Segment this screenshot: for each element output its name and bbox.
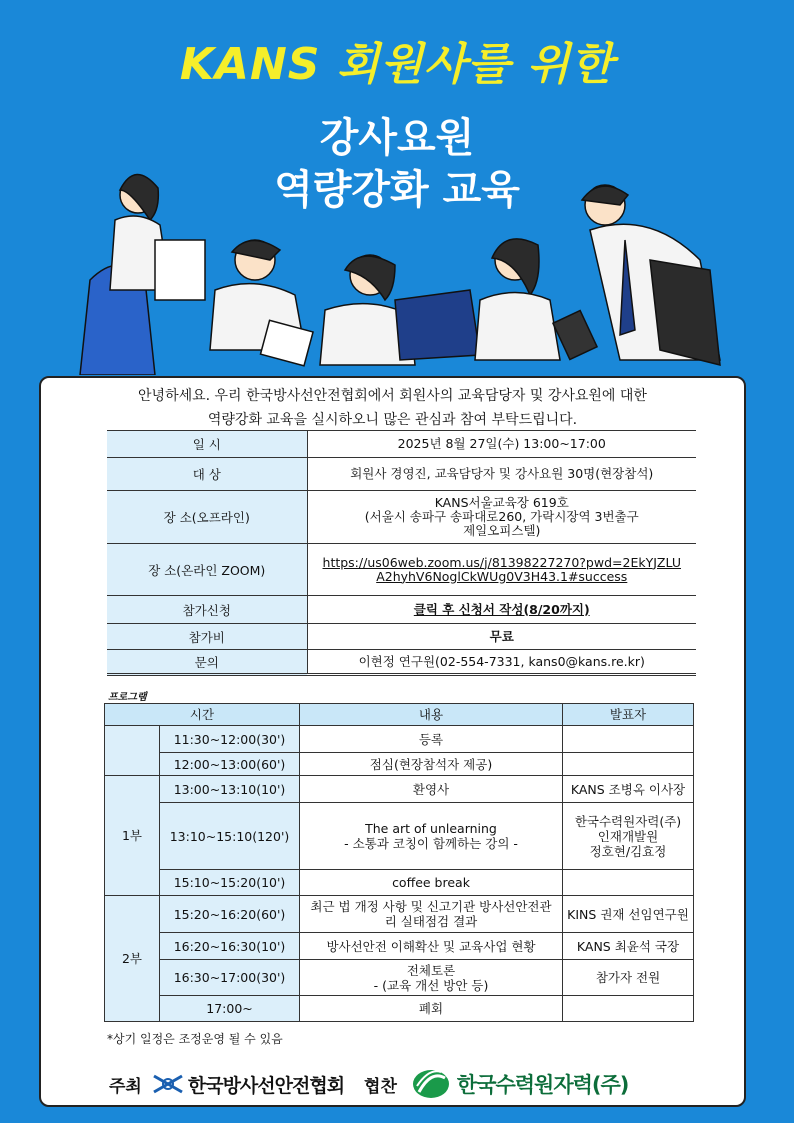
intro-line-2: 역량강화 교육을 실시하오니 많은 관심과 참여 부탁드립니다. [207, 412, 578, 428]
contact-value: 이현정 연구원(02-554-7331, kans0@kans.re.kr) [307, 650, 696, 675]
row-time: 17:00~ [160, 996, 300, 1022]
row-content: coffee break [300, 870, 563, 896]
schedule-note: *상기 일정은 조정운영 될 수 있음 [107, 1032, 283, 1046]
table-row [105, 896, 694, 933]
office-workers-illustration [60, 150, 740, 375]
row-content: 폐회 [300, 996, 563, 1022]
date-label: 일 시 [107, 431, 307, 458]
table-row [105, 996, 694, 1022]
cohost-org: 한국수력원자력(주) [456, 1073, 629, 1097]
apply-link[interactable]: 클릭 후 신청서 작성(8/20까지) [413, 601, 590, 617]
content-line: - (교육 개선 방안 등) [373, 977, 489, 993]
offline-line-1: KANS서울교육장 619호 [434, 495, 569, 510]
row-content: 등록 [300, 726, 563, 753]
table-row [105, 803, 694, 870]
row-content [300, 960, 563, 996]
zoom-link-line-2[interactable]: A2hyhV6NoglCkWUg0V3H43.1#success [376, 568, 628, 584]
content-line: 리 실태점검 결과 [384, 914, 478, 929]
row-presenter [563, 726, 694, 753]
row-time: 11:30~12:00(30') [160, 726, 300, 753]
fee-value: 무료 [307, 624, 696, 650]
cohost-label: 협찬 [364, 1076, 397, 1097]
row-content: 환영사 [300, 776, 563, 803]
part-1-label: 1부 [105, 776, 160, 896]
table-row [105, 753, 694, 776]
fee-label: 참가비 [107, 624, 307, 650]
info-table [107, 430, 696, 676]
footer-sponsors [109, 1066, 729, 1102]
presenter-line: 한국수력원자력(주) [574, 813, 682, 829]
row-presenter: 참가자 전원 [563, 960, 694, 996]
table-row [105, 960, 694, 996]
program-table [104, 703, 694, 1022]
offline-location-label: 장 소(오프라인) [107, 491, 307, 544]
content-line: The art of unlearning [365, 821, 497, 836]
content-line: 전체토론 [406, 962, 456, 978]
offline-location-value [307, 491, 696, 544]
row-presenter [563, 803, 694, 870]
content-line: - 소통과 코칭이 함께하는 강의 - [344, 836, 518, 851]
zoom-link[interactable] [307, 544, 696, 596]
row-content [300, 803, 563, 870]
table-row [105, 870, 694, 896]
title-line-1: 강사요원 [319, 115, 475, 161]
row-time: 13:10~15:10(120') [160, 803, 300, 870]
row-time: 12:00~13:00(60') [160, 753, 300, 776]
row-presenter: KINS 권재 선임연구원 [563, 896, 694, 933]
content-card [39, 376, 746, 1107]
row-time: 15:10~15:20(10') [160, 870, 300, 896]
row-time: 16:20~16:30(10') [160, 933, 300, 960]
table-row [105, 933, 694, 960]
offline-line-3: 제일오피스텔) [463, 523, 541, 538]
row-presenter [563, 996, 694, 1022]
target-label: 대 상 [107, 458, 307, 491]
row-presenter: KANS 조병옥 이사장 [563, 776, 694, 803]
intro-text [41, 384, 744, 432]
program-header-time: 시간 [105, 704, 300, 726]
presenter-line: 인재개발원 [597, 828, 659, 844]
row-content [300, 896, 563, 933]
row-content: 방사선안전 이해확산 및 교육사업 현황 [300, 933, 563, 960]
program-header-content: 내용 [300, 704, 563, 726]
presenter-line: 정호현/김효정 [589, 843, 667, 859]
row-time: 15:20~16:20(60') [160, 896, 300, 933]
contact-label: 문의 [107, 650, 307, 675]
table-row [105, 776, 694, 803]
title-line-2: 역량강화 교육 [274, 167, 520, 213]
content-line: 최근 법 개정 사항 및 신고기관 방사선안전관 [310, 899, 552, 914]
row-content: 점심(현장참석자 제공) [300, 753, 563, 776]
date-value: 2025년 8월 27일(수) 13:00~17:00 [307, 431, 696, 458]
host-label: 주최 [109, 1076, 142, 1097]
row-presenter: KANS 최윤석 국장 [563, 933, 694, 960]
khnp-logo-icon [411, 1068, 451, 1100]
program-label: 프로그램 [108, 692, 147, 703]
part-2-label: 2부 [105, 896, 160, 1022]
target-value: 회원사 경영진, 교육담당자 및 강사요원 30명(현장참석) [307, 458, 696, 491]
zoom-link-line-1[interactable]: https://us06web.zoom.us/j/81398227270?pwd=2EkYJZLU [322, 554, 681, 570]
program-header-presenter: 발표자 [563, 704, 694, 726]
row-presenter [563, 870, 694, 896]
offline-line-2: (서울시 송파구 송파대로260, 가락시장역 3번출구 [364, 509, 639, 524]
table-row [105, 726, 694, 753]
row-time: 16:30~17:00(30') [160, 960, 300, 996]
intro-line-1: 안녕하세요. 우리 한국방사선안전협회에서 회원사의 교육담당자 및 강사요원에 대한 [138, 388, 647, 404]
row-time: 13:00~13:10(10') [160, 776, 300, 803]
event-subtitle: KANS 회원사를 위한 [179, 39, 615, 90]
online-location-label: 장 소(온라인 ZOOM) [107, 544, 307, 596]
row-presenter [563, 753, 694, 776]
apply-label: 참가신청 [107, 596, 307, 624]
host-org: 한국방사선안전협회 [187, 1074, 345, 1097]
kans-logo-icon [152, 1072, 184, 1096]
